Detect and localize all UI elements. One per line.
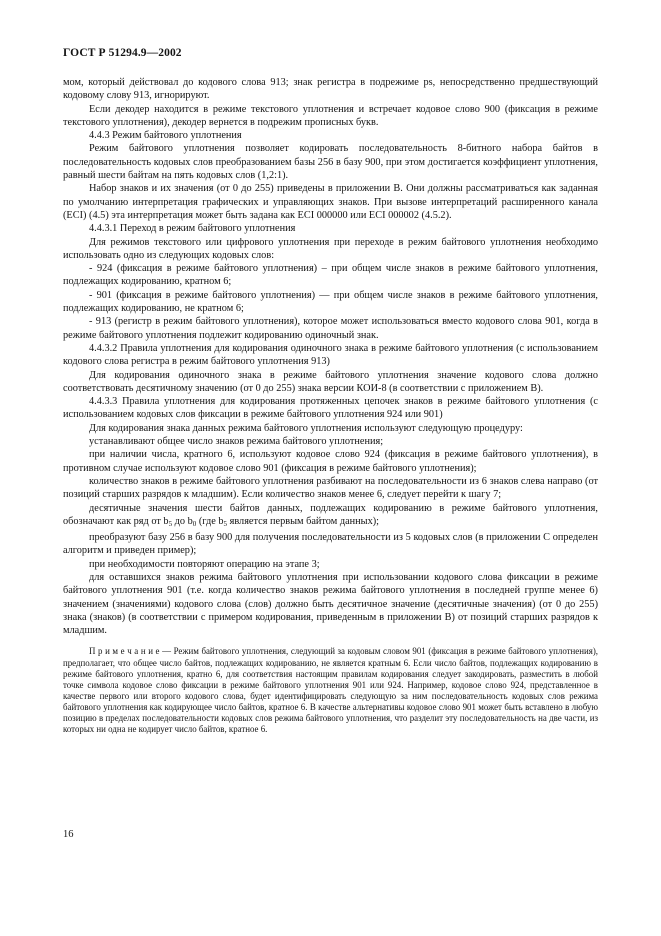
subscript: 5 [223, 519, 228, 528]
list-item: - 913 (регистр в режим байтового уплотнения), которое может использоваться вместо кодового слова 901, когда в режиме байтового уплотнения подлежит кодированию одиночный знак. [63, 316, 598, 341]
step-text: является первым байтом данных); [227, 515, 380, 527]
section-heading: 4.4.3.1 Переход в режим байтового уплотнения [89, 223, 296, 235]
paragraph: Если декодер находится в режиме текстового уплотнения и встречает кодовое слово 900 (фиксация в режиме текстового уплотнения), декодер вернется в подрежим прописных букв. [63, 103, 598, 128]
paragraph: мом, который действовал до кодового слова 913; знак регистра в подрежиме ps, непосредственно предшествующий кодовому слову 913, игнорируют. [63, 77, 598, 102]
note-paragraph [63, 646, 598, 735]
note-text: — Режим байтового уплотнения, следующий за кодовым словом 901 (фиксация в режиме байтового уплотнения), предполагает, что общее число байтов, подлежащих кодированию, не является кратным 6. Если число байтов, подлежащих кодированию в режиме байтового уплотнения, кратно 6, для соответствия настоящим правилам кодирования следует закодировать, разместить в любой точке символа кодовое слово фиксации в режиме байтового уплотнения 901 или 924. Например, кодовое слово 924, представленное в качестве первого или второго кодового слова, будет идентифицировать следующую за ним последовательность кодовых слов режима байтового уплотнения как кодирующее число байтов, кратное 6. В качестве альтернативы кодовое слово 901 может быть вставлено в любую позицию в пределах последовательности кодовых слов режима байтового уплотнения, что разделит эту последовательность на две части, из которых ни одна не кодирует число байтов, кратное 6. [63, 646, 598, 735]
note-label: П р и м е ч а н и е [89, 646, 160, 657]
list-item: - 901 (фиксация в режиме байтового уплотнения) — при общем числе знаков в режиме байтового уплотнения, подлежащих кодированию, не кратном 6; [63, 289, 598, 315]
page-number: 16 [63, 829, 74, 840]
paragraph: Для кодирования знака данных режима байтового уплотнения используют следующую процедуру: [89, 422, 523, 434]
procedure-step: количество знаков в режиме байтового уплотнения разбивают на последовательности из 6 знаков слева направо (от позиций старших разрядов к младшим). Если количество знаков менее 6, следует перейти к шагу 7; [63, 475, 598, 501]
body-text [63, 76, 598, 735]
list-item: - 924 (фиксация в режиме байтового уплотнения) – при общем числе знаков в режиме байтового уплотнения, подлежащих кодированию, кратном 6; [63, 263, 598, 288]
paragraph: Набор знаков и их значения (от 0 до 255) приведены в приложении В. Они должны рассматриваться как заданная по умолчанию интерпретация графических и управляющих знаков. При вызове интерпретаций расширенного канала (ECI) (4.5) эта интерпретация может быть задана как ECI 000000 или ECI 000002 (4.5.2). [63, 183, 598, 221]
step-text: до b [172, 515, 193, 527]
section-heading: 4.4.3 Режим байтового уплотнения [89, 130, 242, 142]
paragraph: Для кодирования одиночного знака в режиме байтового уплотнения значение кодового слова должно соответствовать десятичному значению (от 0 до 255) знака версии КОИ-8 (в соответствии с приложением В). [63, 369, 598, 394]
subscript: 0 [192, 519, 197, 528]
step-text: десятичные значения шести байтов данных, подлежащих кодированию в режиме байтового уплотнения, обозначают как ряд от b [63, 502, 598, 527]
document-header: ГОСТ Р 51294.9—2002 [63, 47, 182, 59]
step-text: (где b [196, 515, 224, 527]
procedure-step: при наличии числа, кратного 6, используют кодовое слово 924 (фиксация в режиме байтового уплотнения), в противном случае используют кодовое слово 901 (фиксация в режиме байтового уплотнения); [63, 449, 598, 474]
note-block [63, 646, 598, 735]
paragraph: Для режимов текстового или цифрового уплотнения при переходе в режим байтового уплотнения необходимо использовать одно из следующих кодовых слов: [63, 236, 598, 261]
section-heading: 4.4.3.3 Правила уплотнения для кодирования протяженных цепочек знаков в режиме байтового уплотнения (с использованием кодовых слов фиксации в режиме байтового уплотнения 924 или 901) [63, 396, 598, 421]
paragraph: Режим байтового уплотнения позволяет кодировать последовательность 8-битного набора байтов в последовательность кодовых слов преобразованием базы 256 в базу 900, при этом достигается коэффициент уплотнения, равный шести байтам на пять кодовых слов (1,2:1). [63, 143, 598, 182]
procedure-step: при необходимости повторяют операцию на этапе 3; [89, 558, 320, 570]
procedure-step [63, 502, 598, 532]
procedure-step: преобразуют базу 256 в базу 900 для получения последовательности из 5 кодовых слов (в приложении С определен алгоритм и приведен пример); [63, 532, 598, 557]
procedure-step: для оставшихся знаков режима байтового уплотнения при использовании кодового слова фиксации в режиме байтового уплотнения 901 (т.е. когда количество знаков режима байтового уплотнения в последней группе менее 6) значением (значениями) кодового слова (слов) должно быть десятичное значение (десятичные значения) (от 0 до 255) знака (знаков) (в соответствии с примером кодирования, приведенным в приложении В) от позиций старших разрядов к младшим. [63, 571, 598, 637]
section-heading: 4.4.3.2 Правила уплотнения для кодирования одиночного знака в режиме байтового уплотнения (с использованием кодового слова регистра в режим байтового уплотнения 913) [63, 342, 598, 368]
subscript: 5 [168, 519, 173, 528]
procedure-step: устанавливают общее число знаков режима байтового уплотнения; [89, 436, 384, 448]
